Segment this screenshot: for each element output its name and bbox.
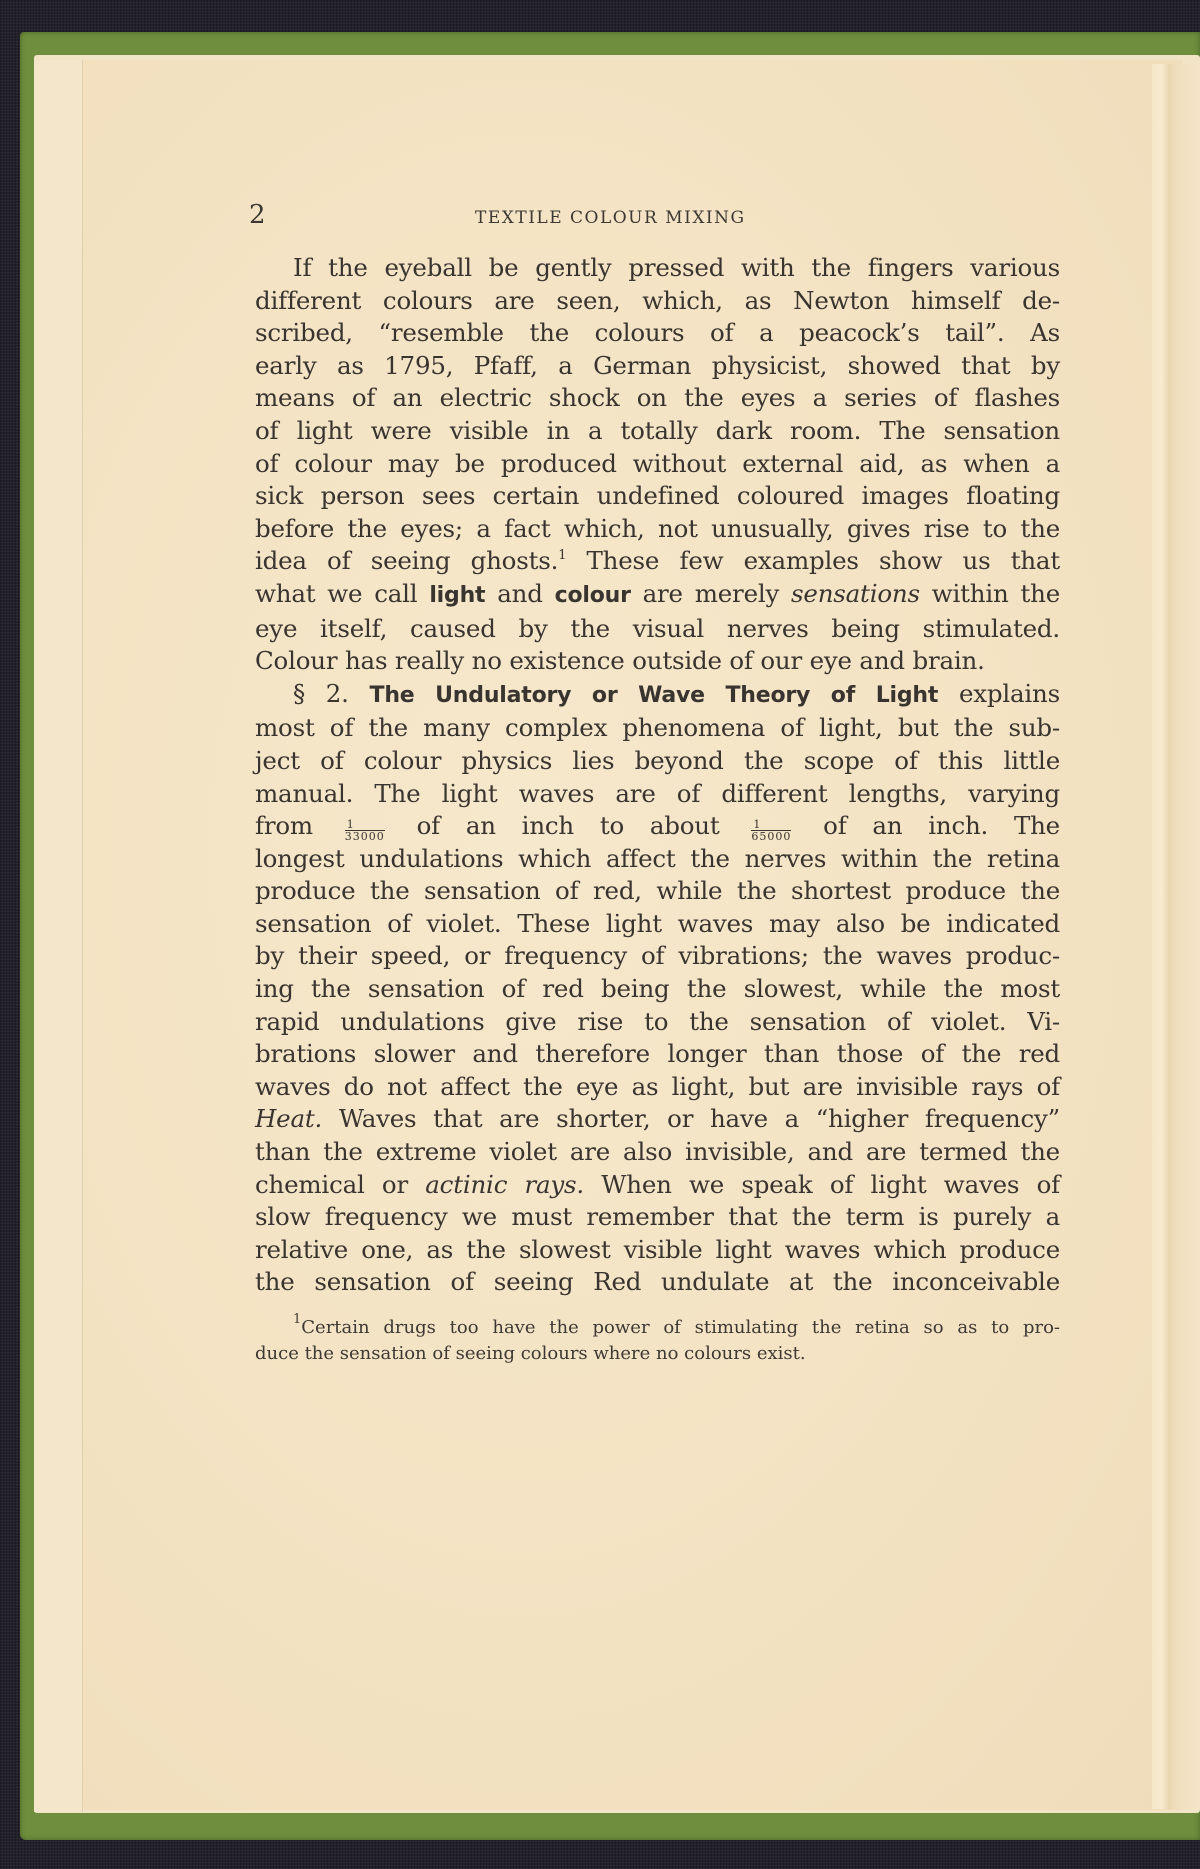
section-mark: § 2. (293, 678, 349, 708)
text-line: Colour has really no existence outside of our eye and brain. (255, 646, 985, 676)
page-text-block (249, 190, 1061, 1367)
page-number: 2 (249, 200, 266, 230)
text-line: brations slower and therefore longer than those of the red (255, 1039, 1060, 1069)
fraction-denominator: 65000 (751, 830, 792, 844)
text-line: scribed, “resemble the colours of a peacock’s tail”. As (255, 318, 1060, 348)
footnote-marker: 1 (293, 1312, 302, 1327)
text-span: are merely (630, 578, 792, 608)
text-span: explains (938, 678, 1060, 708)
text-line (255, 545, 1060, 578)
term-heat: Heat. (255, 1104, 323, 1134)
text-line: waves do not affect the eye as light, but are invisible rays of (255, 1071, 1060, 1101)
text-span: idea of seeing ghosts. (255, 546, 559, 576)
text-line: relative one, as the slowest visible light waves which produce (255, 1234, 1060, 1264)
text-line: of colour may be produced without external aid, as when a (255, 448, 1060, 478)
text-line: sensation of violet. These light waves may also be indicated (255, 908, 1060, 938)
fraction-numerator: 1 (345, 819, 385, 831)
text-line: than the extreme violet are also invisible, and are termed the (255, 1137, 1060, 1167)
footnote (255, 1312, 1060, 1367)
text-span: of an inch to about (416, 811, 720, 841)
text-line-fractions (255, 810, 1060, 843)
text-line: manual. The light waves are of different lengths, varying (255, 778, 1060, 808)
running-title: TEXTILE COLOUR MIXING (475, 208, 746, 228)
text-line: sick person sees certain undefined coloured images floating (255, 481, 1060, 511)
text-line (255, 1169, 1060, 1202)
section-heading: The Undulatory or Wave Theory of Light (369, 682, 939, 708)
term-actinic-rays: actinic rays. (425, 1169, 585, 1199)
term-sensations: sensations (791, 578, 920, 608)
text-span: These few examples show us that (566, 546, 1060, 576)
text-line: ing the sensation of red being the slowest, while the most (255, 974, 1060, 1004)
fraction-denominator: 33000 (344, 830, 385, 844)
text-span: and (485, 578, 555, 608)
text-span: Waves that are shorter, or have a “higher frequency” (322, 1104, 1060, 1134)
text-line: before the eyes; a fact which, not unusually, gives rise to the (255, 513, 1060, 543)
fraction-1-33000 (345, 819, 385, 842)
text-line: early as 1795, Pfaff, a German physicist, showed that by (255, 350, 1060, 380)
text-span: within the (919, 578, 1061, 608)
text-line: longest undulations which affect the nerves within the retina (255, 843, 1060, 873)
text-line: produce the sensation of red, while the shortest produce the (255, 876, 1060, 906)
term-colour: colour (554, 582, 631, 608)
footnote-ref[interactable]: 1 (558, 548, 567, 564)
text-line: means of an electric shock on the eyes a series of flashes (255, 383, 1060, 413)
text-line: the sensation of seeing Red undulate at the inconceivable (255, 1267, 1060, 1297)
text-line: most of the many complex phenomena of light, but the sub- (255, 713, 1060, 743)
fraction-1-65000 (751, 819, 791, 842)
footnote-line: duce the sensation of seeing colours where no colours exist. (255, 1343, 806, 1364)
text-line (255, 1103, 1060, 1136)
text-line: by their speed, or frequency of vibrations; the waves produc- (255, 941, 1060, 971)
text-line (255, 578, 1060, 613)
text-span: of an inch. The (823, 811, 1060, 841)
fraction-numerator: 1 (751, 819, 791, 831)
text-line: of light were visible in a totally dark room. The sensation (255, 415, 1060, 445)
text-line: rapid undulations give rise to the sensation of violet. Vi- (255, 1006, 1060, 1036)
text-span: from (255, 811, 313, 841)
text-span: Certain drugs too have the power of stimulating the retina so as to pro- (301, 1317, 1060, 1338)
running-head (249, 190, 1060, 230)
flyleaf-edge (34, 60, 83, 1812)
text-line: ject of colour physics lies beyond the scope of this little (255, 745, 1060, 775)
text-line: different colours are seen, which, as Newton himself de- (255, 285, 1060, 315)
text-line: eye itself, caused by the visual nerves being stimulated. (255, 613, 1060, 643)
text-line: slow frequency we must remember that the term is purely a (255, 1202, 1060, 1232)
text-line: If the eyeball be gently pressed with the fingers various (293, 253, 1060, 282)
text-span: what we call (255, 578, 430, 608)
body-text (255, 252, 1060, 1299)
section-heading-line (255, 678, 1060, 713)
text-span: When we speak of light waves of (584, 1169, 1060, 1199)
footnote-line (255, 1312, 1060, 1341)
text-span: chemical or (255, 1169, 426, 1199)
term-light: light (429, 582, 486, 608)
page-gutter-fold (1152, 64, 1200, 1809)
